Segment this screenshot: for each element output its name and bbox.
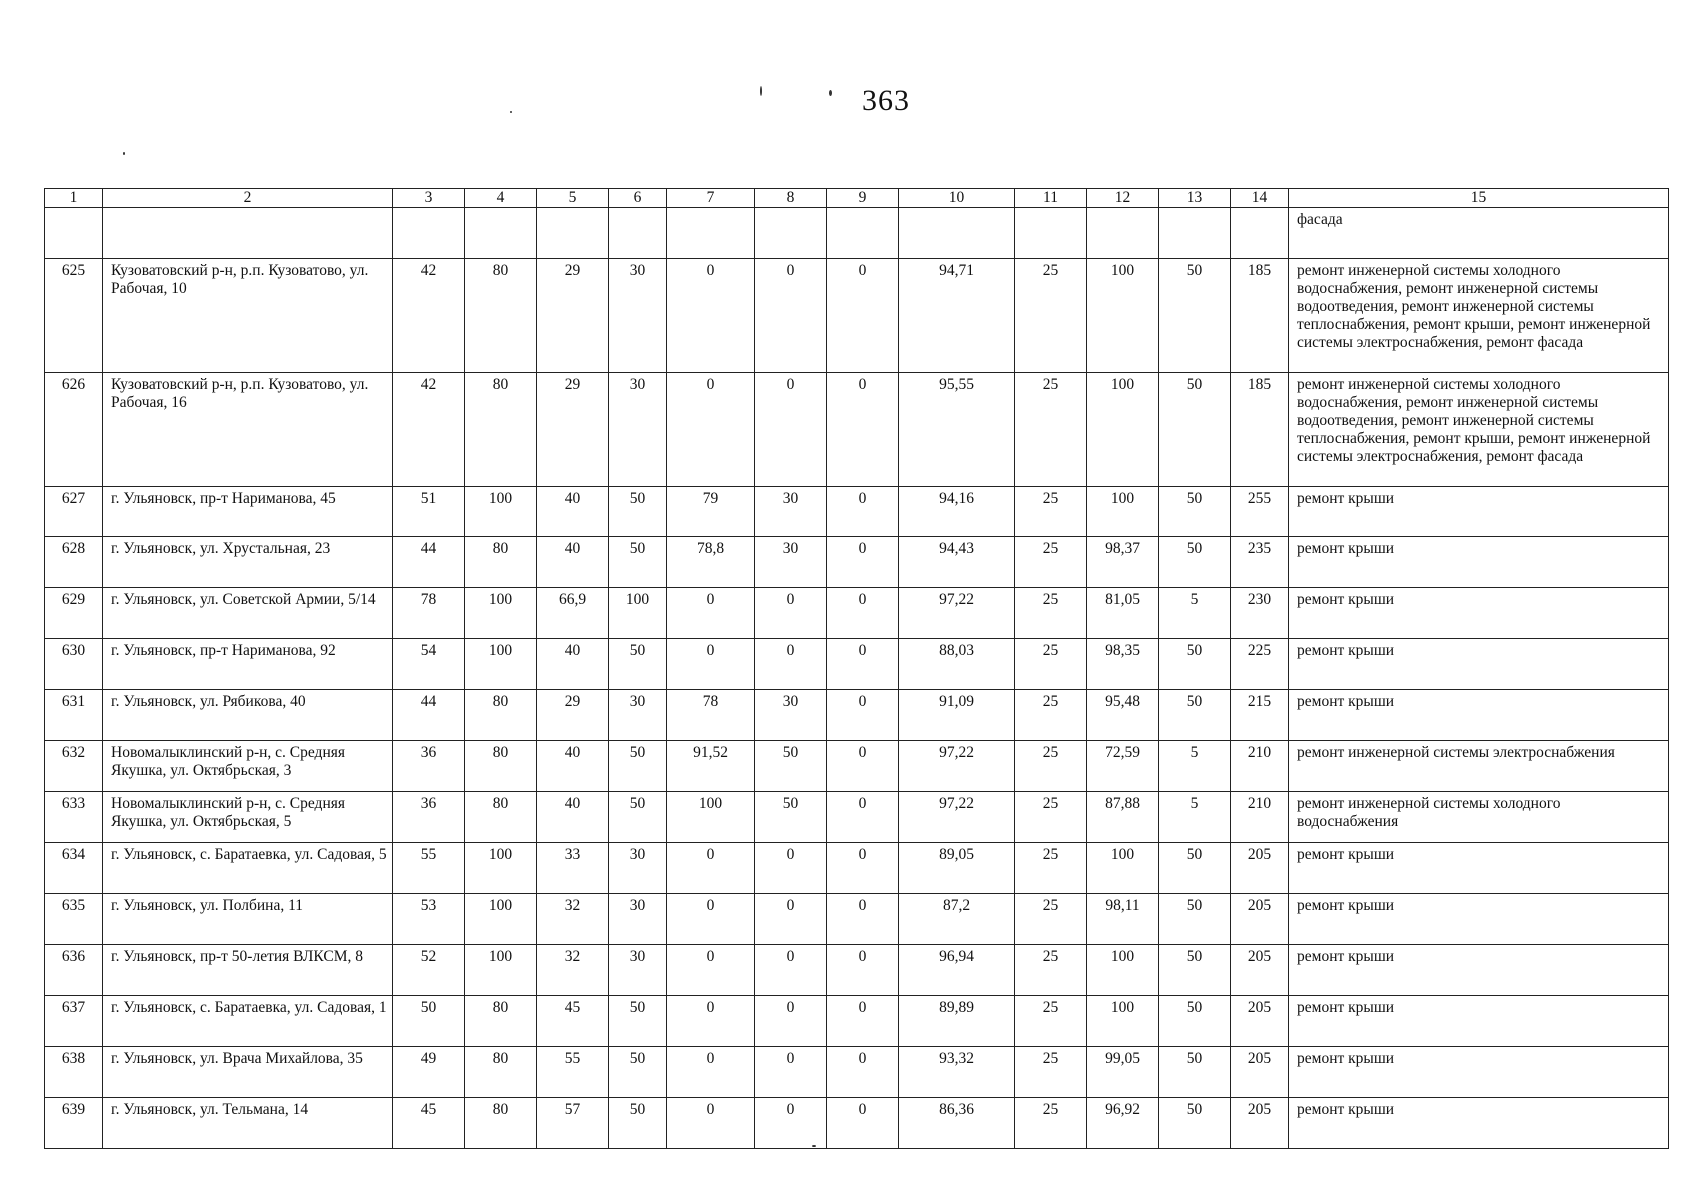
col-7-cell: 0 [667,1047,755,1098]
col-13-cell: 5 [1159,792,1231,843]
col-8-cell: 0 [755,843,827,894]
col-6-cell: 50 [609,639,667,690]
table-cell [537,208,609,259]
col-10-cell: 89,89 [899,996,1015,1047]
col-13-cell: 50 [1159,259,1231,373]
row-number-cell: 627 [45,487,103,537]
row-number-cell: 625 [45,259,103,373]
column-header: 5 [537,189,609,208]
col-12-cell: 100 [1087,843,1159,894]
col-12-cell: 95,48 [1087,690,1159,741]
col-11-cell: 25 [1015,588,1087,639]
col-8-cell: 0 [755,1098,827,1149]
scan-speck [829,90,832,96]
col-3-cell: 44 [393,537,465,588]
table-cell [393,208,465,259]
col-14-cell: 225 [1231,639,1289,690]
table-cell [899,208,1015,259]
col-7-cell: 0 [667,639,755,690]
table-row [45,894,1669,945]
col-12-cell: 98,11 [1087,894,1159,945]
col-6-cell: 50 [609,537,667,588]
col-13-cell: 50 [1159,537,1231,588]
address-cell: г. Ульяновск, ул. Полбина, 11 [103,894,393,945]
table-cell [1231,208,1289,259]
col-4-cell: 80 [465,792,537,843]
col-4-cell: 100 [465,894,537,945]
page-number: 363 [862,84,910,117]
col-7-cell: 78,8 [667,537,755,588]
work-types-cell: ремонт инженерной системы электроснабжения [1289,741,1669,792]
address-cell: Новомалыклинский р-н, с. Средняя Якушка, ул. Октябрьская, 3 [103,741,393,792]
col-3-cell: 42 [393,373,465,487]
col-9-cell: 0 [827,894,899,945]
col-3-cell: 78 [393,588,465,639]
column-header: 15 [1289,189,1669,208]
table-row [45,259,1669,373]
row-number-cell: 632 [45,741,103,792]
col-3-cell: 55 [393,843,465,894]
col-11-cell: 25 [1015,373,1087,487]
col-11-cell: 25 [1015,1047,1087,1098]
scan-speck [123,152,125,155]
work-types-cell: ремонт крыши [1289,1047,1669,1098]
table-cell [609,208,667,259]
col-7-cell: 100 [667,792,755,843]
col-11-cell: 25 [1015,639,1087,690]
table-row [45,792,1669,843]
col-9-cell: 0 [827,588,899,639]
row-number-cell: 635 [45,894,103,945]
col-7-cell: 0 [667,843,755,894]
address-cell: г. Ульяновск, с. Баратаевка, ул. Садовая, 5 [103,843,393,894]
col-9-cell: 0 [827,373,899,487]
col-12-cell: 99,05 [1087,1047,1159,1098]
table-row [45,373,1669,487]
col-14-cell: 205 [1231,894,1289,945]
col-7-cell: 0 [667,588,755,639]
col-5-cell: 32 [537,894,609,945]
col-4-cell: 100 [465,945,537,996]
column-header: 12 [1087,189,1159,208]
col-7-cell: 0 [667,894,755,945]
col-13-cell: 50 [1159,1047,1231,1098]
address-cell: г. Ульяновск, пр-т Нариманова, 45 [103,487,393,537]
col-13-cell: 50 [1159,996,1231,1047]
column-header: 8 [755,189,827,208]
col-4-cell: 80 [465,1098,537,1149]
col-4-cell: 100 [465,639,537,690]
work-types-cell: ремонт крыши [1289,690,1669,741]
table-row [45,741,1669,792]
table-cell [45,208,103,259]
column-header: 6 [609,189,667,208]
col-5-cell: 57 [537,1098,609,1149]
col-13-cell: 50 [1159,487,1231,537]
col-5-cell: 66,9 [537,588,609,639]
col-10-cell: 91,09 [899,690,1015,741]
col-14-cell: 210 [1231,741,1289,792]
col-7-cell: 0 [667,373,755,487]
address-cell: Новомалыклинский р-н, с. Средняя Якушка, ул. Октябрьская, 5 [103,792,393,843]
table-cell [1087,208,1159,259]
col-14-cell: 205 [1231,1098,1289,1149]
column-header: 4 [465,189,537,208]
table-cell [1159,208,1231,259]
col-10-cell: 96,94 [899,945,1015,996]
work-types-cell: ремонт крыши [1289,996,1669,1047]
col-7-cell: 0 [667,259,755,373]
col-13-cell: 50 [1159,690,1231,741]
work-types-cell: ремонт инженерной системы холодного водоснабжения [1289,792,1669,843]
col-10-cell: 97,22 [899,588,1015,639]
col-10-cell: 97,22 [899,741,1015,792]
col-8-cell: 30 [755,537,827,588]
col-9-cell: 0 [827,537,899,588]
col-6-cell: 50 [609,1098,667,1149]
col-13-cell: 5 [1159,588,1231,639]
col-10-cell: 88,03 [899,639,1015,690]
col-5-cell: 40 [537,537,609,588]
col-4-cell: 100 [465,487,537,537]
col-8-cell: 30 [755,487,827,537]
col-5-cell: 45 [537,996,609,1047]
row-number-cell: 633 [45,792,103,843]
column-header: 2 [103,189,393,208]
column-header: 1 [45,189,103,208]
col-8-cell: 0 [755,588,827,639]
table-body [45,189,1669,1149]
col-14-cell: 205 [1231,1047,1289,1098]
repair-program-table [44,188,1669,1149]
col-9-cell: 0 [827,1047,899,1098]
col-9-cell: 0 [827,996,899,1047]
col-4-cell: 80 [465,996,537,1047]
column-header: 13 [1159,189,1231,208]
col-3-cell: 44 [393,690,465,741]
table-row [45,1047,1669,1098]
col-5-cell: 55 [537,1047,609,1098]
row-number-cell: 626 [45,373,103,487]
col-8-cell: 0 [755,945,827,996]
col-11-cell: 25 [1015,945,1087,996]
table-row [45,1098,1669,1149]
scan-speck [760,86,762,96]
col-6-cell: 30 [609,843,667,894]
col-11-cell: 25 [1015,259,1087,373]
col-8-cell: 30 [755,690,827,741]
table-cell [103,208,393,259]
table-row [45,996,1669,1047]
col-9-cell: 0 [827,945,899,996]
table-row [45,690,1669,741]
col-6-cell: 50 [609,487,667,537]
col-5-cell: 40 [537,487,609,537]
table-cell [465,208,537,259]
col-13-cell: 50 [1159,1098,1231,1149]
column-header: 14 [1231,189,1289,208]
col-9-cell: 0 [827,259,899,373]
col-5-cell: 29 [537,259,609,373]
work-types-cell: ремонт крыши [1289,639,1669,690]
col-5-cell: 32 [537,945,609,996]
col-10-cell: 94,71 [899,259,1015,373]
col-9-cell: 0 [827,1098,899,1149]
header-row [45,189,1669,208]
col-7-cell: 0 [667,1098,755,1149]
col-12-cell: 96,92 [1087,1098,1159,1149]
col-6-cell: 30 [609,690,667,741]
table-cell [1015,208,1087,259]
col-7-cell: 78 [667,690,755,741]
col-3-cell: 45 [393,1098,465,1149]
col-13-cell: 50 [1159,945,1231,996]
col-4-cell: 80 [465,1047,537,1098]
col-11-cell: 25 [1015,537,1087,588]
col-12-cell: 98,35 [1087,639,1159,690]
col-10-cell: 95,55 [899,373,1015,487]
col-8-cell: 0 [755,894,827,945]
work-types-cell: ремонт инженерной системы холодного водоснабжения, ремонт инженерной системы водоотведения, ремонт инженерной системы теплоснабжения, ремонт крыши, ремонт инженерной системы электроснабжения, ремонт фасада [1289,259,1669,373]
col-14-cell: 235 [1231,537,1289,588]
address-cell: г. Ульяновск, пр-т Нариманова, 92 [103,639,393,690]
col-12-cell: 98,37 [1087,537,1159,588]
column-header: 3 [393,189,465,208]
col-4-cell: 100 [465,843,537,894]
address-cell: г. Ульяновск, ул. Врача Михайлова, 35 [103,1047,393,1098]
col-5-cell: 40 [537,639,609,690]
col-11-cell: 25 [1015,843,1087,894]
address-cell: г. Ульяновск, с. Баратаевка, ул. Садовая, 1 [103,996,393,1047]
address-cell: Кузоватовский р-н, р.п. Кузоватово, ул. Рабочая, 10 [103,259,393,373]
work-types-cell: ремонт крыши [1289,537,1669,588]
col-14-cell: 205 [1231,996,1289,1047]
col-7-cell: 0 [667,945,755,996]
column-header: 7 [667,189,755,208]
col-13-cell: 5 [1159,741,1231,792]
col-13-cell: 50 [1159,639,1231,690]
col-6-cell: 30 [609,945,667,996]
col-13-cell: 50 [1159,843,1231,894]
col-3-cell: 54 [393,639,465,690]
table-cell [755,208,827,259]
col-5-cell: 40 [537,792,609,843]
col-9-cell: 0 [827,487,899,537]
col-6-cell: 50 [609,741,667,792]
work-cell: фасада [1289,208,1669,259]
col-10-cell: 87,2 [899,894,1015,945]
col-6-cell: 50 [609,792,667,843]
col-3-cell: 53 [393,894,465,945]
col-14-cell: 185 [1231,259,1289,373]
col-11-cell: 25 [1015,690,1087,741]
row-number-cell: 637 [45,996,103,1047]
col-10-cell: 94,43 [899,537,1015,588]
row-number-cell: 638 [45,1047,103,1098]
col-7-cell: 79 [667,487,755,537]
address-cell: г. Ульяновск, ул. Рябикова, 40 [103,690,393,741]
row-number-cell: 631 [45,690,103,741]
table-row [45,843,1669,894]
col-14-cell: 215 [1231,690,1289,741]
scan-speck [510,111,512,113]
col-3-cell: 36 [393,741,465,792]
table-row [45,639,1669,690]
table-row [45,588,1669,639]
col-14-cell: 255 [1231,487,1289,537]
col-6-cell: 100 [609,588,667,639]
col-8-cell: 50 [755,741,827,792]
work-types-cell: ремонт инженерной системы холодного водоснабжения, ремонт инженерной системы водоотведения, ремонт инженерной системы теплоснабжения, ремонт крыши, ремонт инженерной системы электроснабжения, ремонт фасада [1289,373,1669,487]
col-6-cell: 50 [609,996,667,1047]
col-4-cell: 80 [465,537,537,588]
col-12-cell: 100 [1087,487,1159,537]
address-cell: Кузоватовский р-н, р.п. Кузоватово, ул. Рабочая, 16 [103,373,393,487]
col-14-cell: 205 [1231,945,1289,996]
col-3-cell: 36 [393,792,465,843]
col-5-cell: 33 [537,843,609,894]
col-10-cell: 93,32 [899,1047,1015,1098]
col-11-cell: 25 [1015,894,1087,945]
col-9-cell: 0 [827,639,899,690]
address-cell: г. Ульяновск, ул. Советской Армии, 5/14 [103,588,393,639]
work-types-cell: ремонт крыши [1289,588,1669,639]
col-12-cell: 100 [1087,945,1159,996]
col-5-cell: 29 [537,690,609,741]
table-cell [667,208,755,259]
table-row [45,487,1669,537]
col-10-cell: 97,22 [899,792,1015,843]
row-number-cell: 639 [45,1098,103,1149]
work-types-cell: ремонт крыши [1289,945,1669,996]
col-14-cell: 210 [1231,792,1289,843]
col-12-cell: 81,05 [1087,588,1159,639]
col-14-cell: 205 [1231,843,1289,894]
col-4-cell: 80 [465,690,537,741]
col-13-cell: 50 [1159,373,1231,487]
col-3-cell: 50 [393,996,465,1047]
work-types-cell: ремонт крыши [1289,1098,1669,1149]
table-row [45,945,1669,996]
col-3-cell: 52 [393,945,465,996]
col-9-cell: 0 [827,690,899,741]
table-row [45,537,1669,588]
address-cell: г. Ульяновск, ул. Хрустальная, 23 [103,537,393,588]
continuation-row [45,208,1669,259]
col-7-cell: 0 [667,996,755,1047]
work-types-cell: ремонт крыши [1289,487,1669,537]
col-10-cell: 86,36 [899,1098,1015,1149]
address-cell: г. Ульяновск, ул. Тельмана, 14 [103,1098,393,1149]
col-10-cell: 94,16 [899,487,1015,537]
address-cell: г. Ульяновск, пр-т 50-летия ВЛКСМ, 8 [103,945,393,996]
col-6-cell: 30 [609,259,667,373]
column-header: 9 [827,189,899,208]
col-8-cell: 0 [755,996,827,1047]
col-9-cell: 0 [827,792,899,843]
work-types-cell: ремонт крыши [1289,843,1669,894]
column-header: 11 [1015,189,1087,208]
col-12-cell: 100 [1087,373,1159,487]
col-5-cell: 40 [537,741,609,792]
col-11-cell: 25 [1015,792,1087,843]
col-14-cell: 230 [1231,588,1289,639]
col-6-cell: 30 [609,373,667,487]
col-9-cell: 0 [827,843,899,894]
col-5-cell: 29 [537,373,609,487]
col-4-cell: 80 [465,259,537,373]
row-number-cell: 628 [45,537,103,588]
col-12-cell: 100 [1087,259,1159,373]
col-3-cell: 49 [393,1047,465,1098]
col-10-cell: 89,05 [899,843,1015,894]
col-12-cell: 87,88 [1087,792,1159,843]
col-13-cell: 50 [1159,894,1231,945]
col-14-cell: 185 [1231,373,1289,487]
row-number-cell: 636 [45,945,103,996]
col-8-cell: 0 [755,1047,827,1098]
col-12-cell: 100 [1087,996,1159,1047]
col-6-cell: 30 [609,894,667,945]
col-3-cell: 51 [393,487,465,537]
col-3-cell: 42 [393,259,465,373]
col-8-cell: 0 [755,639,827,690]
row-number-cell: 634 [45,843,103,894]
col-12-cell: 72,59 [1087,741,1159,792]
col-8-cell: 0 [755,373,827,487]
col-7-cell: 91,52 [667,741,755,792]
col-11-cell: 25 [1015,1098,1087,1149]
row-number-cell: 629 [45,588,103,639]
column-header: 10 [899,189,1015,208]
col-6-cell: 50 [609,1047,667,1098]
col-11-cell: 25 [1015,487,1087,537]
col-8-cell: 50 [755,792,827,843]
col-8-cell: 0 [755,259,827,373]
col-9-cell: 0 [827,741,899,792]
row-number-cell: 630 [45,639,103,690]
col-11-cell: 25 [1015,741,1087,792]
col-4-cell: 80 [465,373,537,487]
col-4-cell: 80 [465,741,537,792]
col-11-cell: 25 [1015,996,1087,1047]
work-types-cell: ремонт крыши [1289,894,1669,945]
col-4-cell: 100 [465,588,537,639]
table-cell [827,208,899,259]
